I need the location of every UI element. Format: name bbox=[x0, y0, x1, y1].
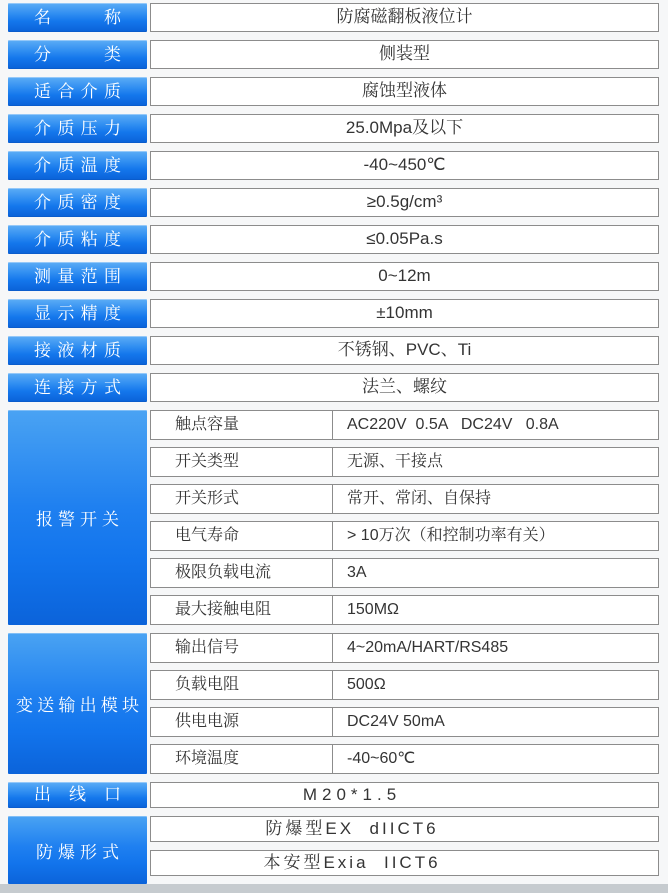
row-label-medium-temperature: 介质温度 bbox=[8, 151, 147, 180]
row-label-display-accuracy: 显示精度 bbox=[8, 299, 147, 328]
row-value-cable-outlet: M20*1.5 bbox=[150, 782, 659, 808]
row-value-medium-temperature: -40~450℃ bbox=[150, 151, 659, 180]
row-value-category: 侧装型 bbox=[150, 40, 659, 69]
row-value-suitable-medium: 腐蚀型液体 bbox=[150, 77, 659, 106]
transmitter-module-label-text: 变送输出模块 bbox=[16, 696, 139, 715]
alarm-row-switch-type-name: 开关类型 bbox=[151, 448, 333, 476]
alarm-row-max-contact-resistance-name: 最大接触电阻 bbox=[151, 596, 333, 624]
alarm-row-max-contact-resistance bbox=[150, 595, 659, 625]
explosion-proof-label-text: 防爆形式 bbox=[36, 842, 119, 862]
row-label-name: 名称 bbox=[8, 3, 147, 32]
explosion-proof-type-ex: 防爆型EX dIICT6 bbox=[150, 816, 659, 842]
spec-row-measuring-range bbox=[8, 262, 659, 291]
spec-row-category bbox=[8, 40, 659, 69]
alarm-switch-section bbox=[8, 410, 659, 625]
explosion-proof-type-exia: 本安型Exia IICT6 bbox=[150, 850, 659, 876]
alarm-row-max-contact-resistance-value: 150MΩ bbox=[347, 601, 399, 618]
row-label-cable-outlet: 出线口 bbox=[8, 782, 147, 808]
alarm-row-contact-capacity-name: 触点容量 bbox=[151, 411, 333, 439]
row-value-medium-viscosity: ≤0.05Pa.s bbox=[150, 225, 659, 254]
row-label-category: 分类 bbox=[8, 40, 147, 69]
transmitter-row-ambient-temperature-value: -40~60℃ bbox=[347, 750, 416, 767]
explosion-proof-section bbox=[8, 816, 659, 884]
spec-row-medium-density bbox=[8, 188, 659, 217]
alarm-row-limit-load-current-value: 3A bbox=[347, 564, 367, 581]
alarm-row-switch-type bbox=[150, 447, 659, 477]
row-label-suitable-medium: 适合介质 bbox=[8, 77, 147, 106]
bottom-band bbox=[0, 884, 668, 893]
alarm-row-switch-form-value: 常开、常闭、自保持 bbox=[347, 490, 492, 507]
transmitter-row-power-supply bbox=[150, 707, 659, 737]
row-label-medium-pressure: 介质压力 bbox=[8, 114, 147, 143]
alarm-row-switch-type-value: 无源、干接点 bbox=[347, 453, 444, 470]
row-value-connection-type: 法兰、螺纹 bbox=[150, 373, 659, 402]
spec-row-suitable-medium bbox=[8, 77, 659, 106]
alarm-row-limit-load-current bbox=[150, 558, 659, 588]
alarm-row-electrical-life-value: > 10万次（和控制功率有关） bbox=[347, 527, 555, 544]
spec-row-medium-pressure bbox=[8, 114, 659, 143]
row-value-name: 防腐磁翻板液位计 bbox=[150, 3, 659, 32]
transmitter-row-power-supply-name: 供电电源 bbox=[151, 708, 333, 736]
alarm-switch-rows bbox=[150, 410, 659, 625]
row-label-wetted-material: 接液材质 bbox=[8, 336, 147, 365]
transmitter-row-load-resistance bbox=[150, 670, 659, 700]
alarm-switch-label-text: 报警开关 bbox=[36, 510, 119, 529]
row-label-medium-density: 介质密度 bbox=[8, 188, 147, 217]
spec-row-connection-type bbox=[8, 373, 659, 402]
alarm-row-switch-form bbox=[150, 484, 659, 514]
alarm-row-switch-form-name: 开关形式 bbox=[151, 485, 333, 513]
alarm-row-electrical-life bbox=[150, 521, 659, 551]
transmitter-row-load-resistance-name: 负载电阻 bbox=[151, 671, 333, 699]
transmitter-module-label bbox=[8, 633, 147, 774]
row-value-display-accuracy: ±10mm bbox=[150, 299, 659, 328]
transmitter-row-load-resistance-value: 500Ω bbox=[347, 676, 386, 693]
spec-row-wetted-material bbox=[8, 336, 659, 365]
transmitter-row-ambient-temperature-name: 环境温度 bbox=[151, 745, 333, 773]
transmitter-row-power-supply-value: DC24V 50mA bbox=[347, 713, 445, 730]
alarm-row-electrical-life-name: 电气寿命 bbox=[151, 522, 333, 550]
alarm-row-contact-capacity-value: AC220V 0.5A DC24V 0.8A bbox=[347, 416, 559, 433]
spec-row-cable-outlet bbox=[8, 782, 659, 808]
row-label-medium-viscosity: 介质粘度 bbox=[8, 225, 147, 254]
explosion-proof-label bbox=[8, 816, 147, 884]
transmitter-module-rows bbox=[150, 633, 659, 774]
row-label-measuring-range: 测量范围 bbox=[8, 262, 147, 291]
transmitter-row-output-signal-name: 输出信号 bbox=[151, 634, 333, 662]
row-label-connection-type: 连接方式 bbox=[8, 373, 147, 402]
explosion-proof-rows bbox=[150, 816, 659, 884]
transmitter-row-output-signal bbox=[150, 633, 659, 663]
spec-row-name bbox=[8, 3, 659, 32]
alarm-row-contact-capacity bbox=[150, 410, 659, 440]
row-value-medium-pressure: 25.0Mpa及以下 bbox=[150, 114, 659, 143]
transmitter-row-ambient-temperature bbox=[150, 744, 659, 774]
alarm-row-limit-load-current-name: 极限负载电流 bbox=[151, 559, 333, 587]
spec-row-medium-viscosity bbox=[8, 225, 659, 254]
spec-row-medium-temperature bbox=[8, 151, 659, 180]
transmitter-module-section bbox=[8, 633, 659, 774]
row-value-medium-density: ≥0.5g/cm³ bbox=[150, 188, 659, 217]
alarm-switch-label bbox=[8, 410, 147, 625]
row-value-measuring-range: 0~12m bbox=[150, 262, 659, 291]
spec-row-display-accuracy bbox=[8, 299, 659, 328]
row-value-wetted-material: 不锈钢、PVC、Ti bbox=[150, 336, 659, 365]
transmitter-row-output-signal-value: 4~20mA/HART/RS485 bbox=[347, 639, 509, 656]
